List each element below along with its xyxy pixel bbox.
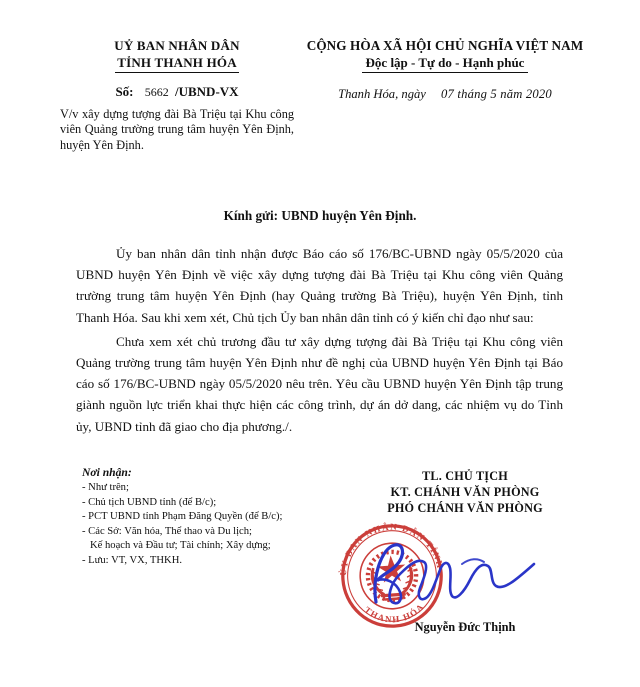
recipients-list-item: - Chủ tịch UBND tỉnh (để B/c); [82,496,217,508]
issuing-authority-line2: TỈNH THANH HÓA [115,55,239,73]
place-date-line [280,87,610,102]
recipients-list-block [82,466,342,569]
document-number-line [58,84,296,100]
document-number-suffix: /UBND-VX [175,84,239,99]
body-paragraph-2: Chưa xem xét chủ trương đầu tư xây dựng tượng đài Bà Triệu tại Khu công viên Quảng trường trung tâm huyện Yên Định như đề nghị của UBND huyện Yên Định tại Báo cáo số 176/BC-UBND ngày 05/5/2020 nêu trên. Yêu cầu UBND huyện Yên Định tập trung giành nguồn lực triển khai thực hiện các công trình, dự án dở dang, các nhiệm vụ do Tỉnh ủy, UBND tỉnh đã giao cho địa phương./. [76,333,563,434]
svg-text:ỦY BAN NHÂN DÂN TỈNH: ỦY BAN NHÂN DÂN TỈNH [337,522,446,577]
body-paragraph-1: Ủy ban nhân dân tỉnh nhận được Báo cáo số 176/BC-UBND ngày 05/5/2020 của UBND huyện Yên Định về việc xây dựng tượng đài Bà Triệu tại Khu công viên Quảng trường trung tâm huyện Yên Định (hay Quảng trường Bà Triệu), huyện Yên Định, tỉnh Thanh Hóa. Sau khi xem xét, Chủ tịch Ủy ban nhân dân tỉnh có ý kiến chỉ đạo như sau: [76,246,563,325]
document-body [76,243,563,440]
signature-title-block [330,468,600,516]
issuing-authority-line1: UỶ BAN NHÂN DÂN [114,38,240,53]
place-date-prefix: Thanh Hóa, ngày [338,87,426,101]
signature-title-line1: TL. CHỦ TỊCH [422,469,508,483]
recipients-list-item: - Lưu: VT, VX, THKH. [82,554,183,566]
national-motto: Độc lập - Tự do - Hạnh phúc [362,55,529,73]
issuing-authority-block [58,38,296,153]
recipient-line: Kính gửi: UBND huyện Yên Định. [223,208,417,223]
national-heading-block [280,38,610,102]
place-date-value: 07 tháng 5 năm 2020 [441,87,552,101]
national-name: CỘNG HÒA XÃ HỘI CHỦ NGHĨA VIỆT NAM [306,38,584,53]
recipients-list-item: - PCT UBND tỉnh Phạm Đăng Quyền (để B/c); [82,511,283,523]
recipients-list-item: - Các Sở: Văn hóa, Thể thao và Du lịch; [82,525,252,537]
svg-text:THANH HÓA: THANH HÓA [362,601,427,625]
document-number-value: 5662 [144,85,169,99]
signer-name: Nguyễn Đức Thịnh [414,620,516,634]
document-subject: V/v xây dựng tượng đài Bà Triệu tại Khu công viên Quảng trường trung tâm huyện Yên Định, huyện Yên Định. [60,107,294,152]
recipients-list-item: Kế hoạch và Đầu tư; Tài chính; Xây dựng; [90,540,271,552]
signature-title-line3: PHÓ CHÁNH VĂN PHÒNG [387,501,543,515]
recipients-list-item: - Như trên; [82,482,129,493]
document-footer [0,466,640,687]
document-number-label: Số: [115,84,134,99]
signature-title-line2: KT. CHÁNH VĂN PHÒNG [390,485,540,499]
recipients-list-title: Nơi nhận: [82,466,132,479]
document-header [0,38,640,188]
